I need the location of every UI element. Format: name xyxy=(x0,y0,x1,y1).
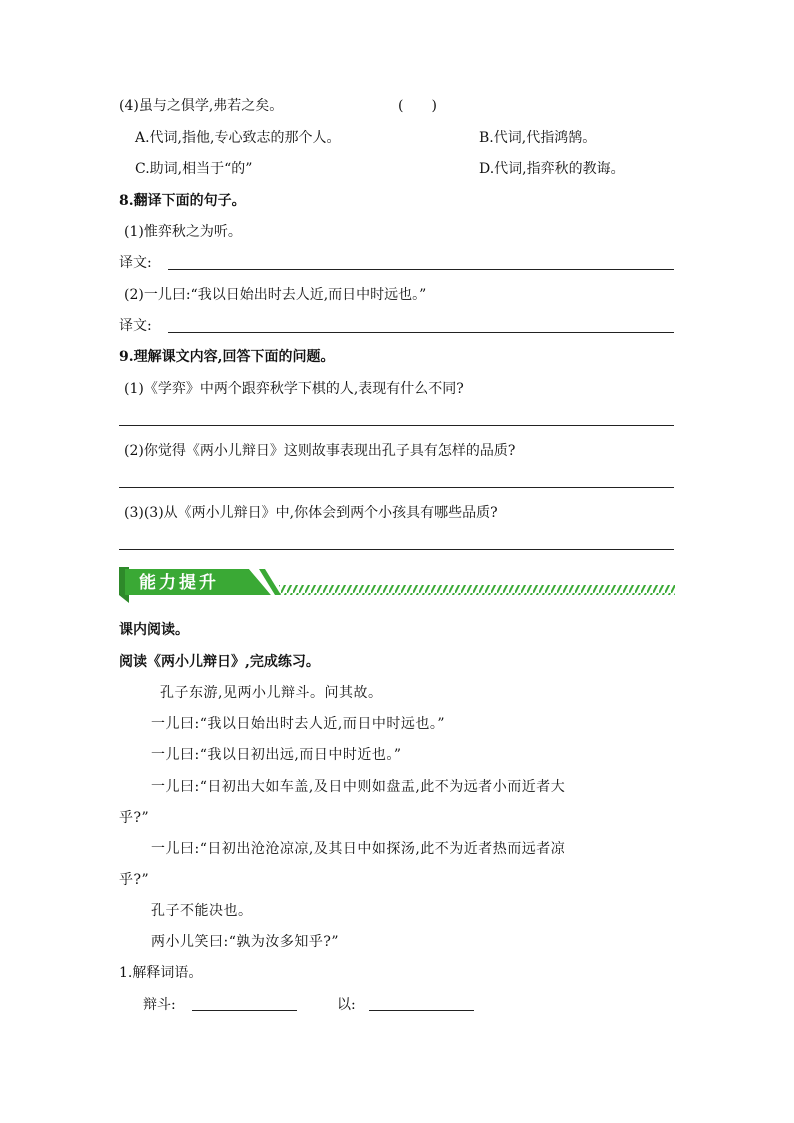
q9-question-2: (2)你觉得《两小儿辩日》这则故事表现出孔子具有怎样的品质? xyxy=(124,443,516,459)
passage-line-6: 孔子不能决也。 xyxy=(151,903,253,919)
passage-line-1: 孔子东游,见两小儿辩斗。问其故。 xyxy=(160,685,383,701)
q4-stem: (4)虽与之俱学,弗若之矣。 xyxy=(119,98,284,114)
word-2-answer-line[interactable] xyxy=(369,1010,474,1011)
q9-question-1: (1)《学弈》中两个跟弈秋学下棋的人,表现有什么不同? xyxy=(124,381,464,397)
q4-option-c: C.助词,相当于“的” xyxy=(135,161,253,177)
passage-line-7: 两小儿笑曰:“孰为汝多知乎?” xyxy=(151,934,340,950)
passage-line-2: 一儿曰:“我以日始出时去人近,而日中时远也。” xyxy=(151,716,445,732)
q8-answer-line-2[interactable] xyxy=(168,332,674,333)
banner-graphic xyxy=(119,563,675,603)
q8-title: 8.翻译下面的句子。 xyxy=(119,193,246,209)
q8-sentence-2: (2)一儿曰:“我以日始出时去人近,而日中时远也。” xyxy=(124,287,427,303)
question-1-title: 1.解释词语。 xyxy=(119,965,203,981)
passage-line-4b: 乎?” xyxy=(119,810,150,826)
passage-line-5a: 一儿曰:“日初出沧沧凉凉,及其日中如探汤,此不为近者热而远者凉 xyxy=(151,841,566,857)
q8-answer-line-1[interactable] xyxy=(168,269,674,270)
q4-option-b: B.代词,代指鸿鹄。 xyxy=(479,130,597,146)
passage-line-5b: 乎?” xyxy=(119,872,150,888)
section-subtitle: 阅读《两小儿辩日》,完成练习。 xyxy=(119,654,320,670)
q4-option-a: A.代词,指他,专心致志的那个人。 xyxy=(135,130,341,146)
word-1-answer-line[interactable] xyxy=(192,1010,297,1011)
section-banner xyxy=(119,563,675,603)
q8-sentence-1: (1)惟弈秋之为听。 xyxy=(124,224,242,240)
q9-title: 9.理解课文内容,回答下面的问题。 xyxy=(119,349,335,365)
q9-answer-line-2[interactable] xyxy=(119,487,674,488)
q8-answer-label-1: 译文: xyxy=(119,255,152,271)
q9-answer-line-1[interactable] xyxy=(119,425,674,426)
q4-answer-paren: ( ) xyxy=(398,98,437,114)
passage-line-4a: 一儿曰:“日初出大如车盖,及日中则如盘盂,此不为远者小而近者大 xyxy=(151,779,566,795)
q9-answer-line-3[interactable] xyxy=(119,549,674,550)
word-1-label: 辩斗: xyxy=(143,997,176,1013)
q4-option-d: D.代词,指弈秋的教诲。 xyxy=(479,161,625,177)
passage-line-3: 一儿曰:“我以日初出远,而日中时近也。” xyxy=(151,747,402,763)
banner-title: 能力提升 xyxy=(139,573,219,593)
banner-hatch-strip xyxy=(279,585,675,595)
q9-question-3: (3)(3)从《两小儿辩日》中,你体会到两个小孩具有哪些品质? xyxy=(124,505,498,521)
section-intro: 课内阅读。 xyxy=(119,622,189,638)
word-2-label: 以: xyxy=(337,997,356,1013)
q8-answer-label-2: 译文: xyxy=(119,318,152,334)
